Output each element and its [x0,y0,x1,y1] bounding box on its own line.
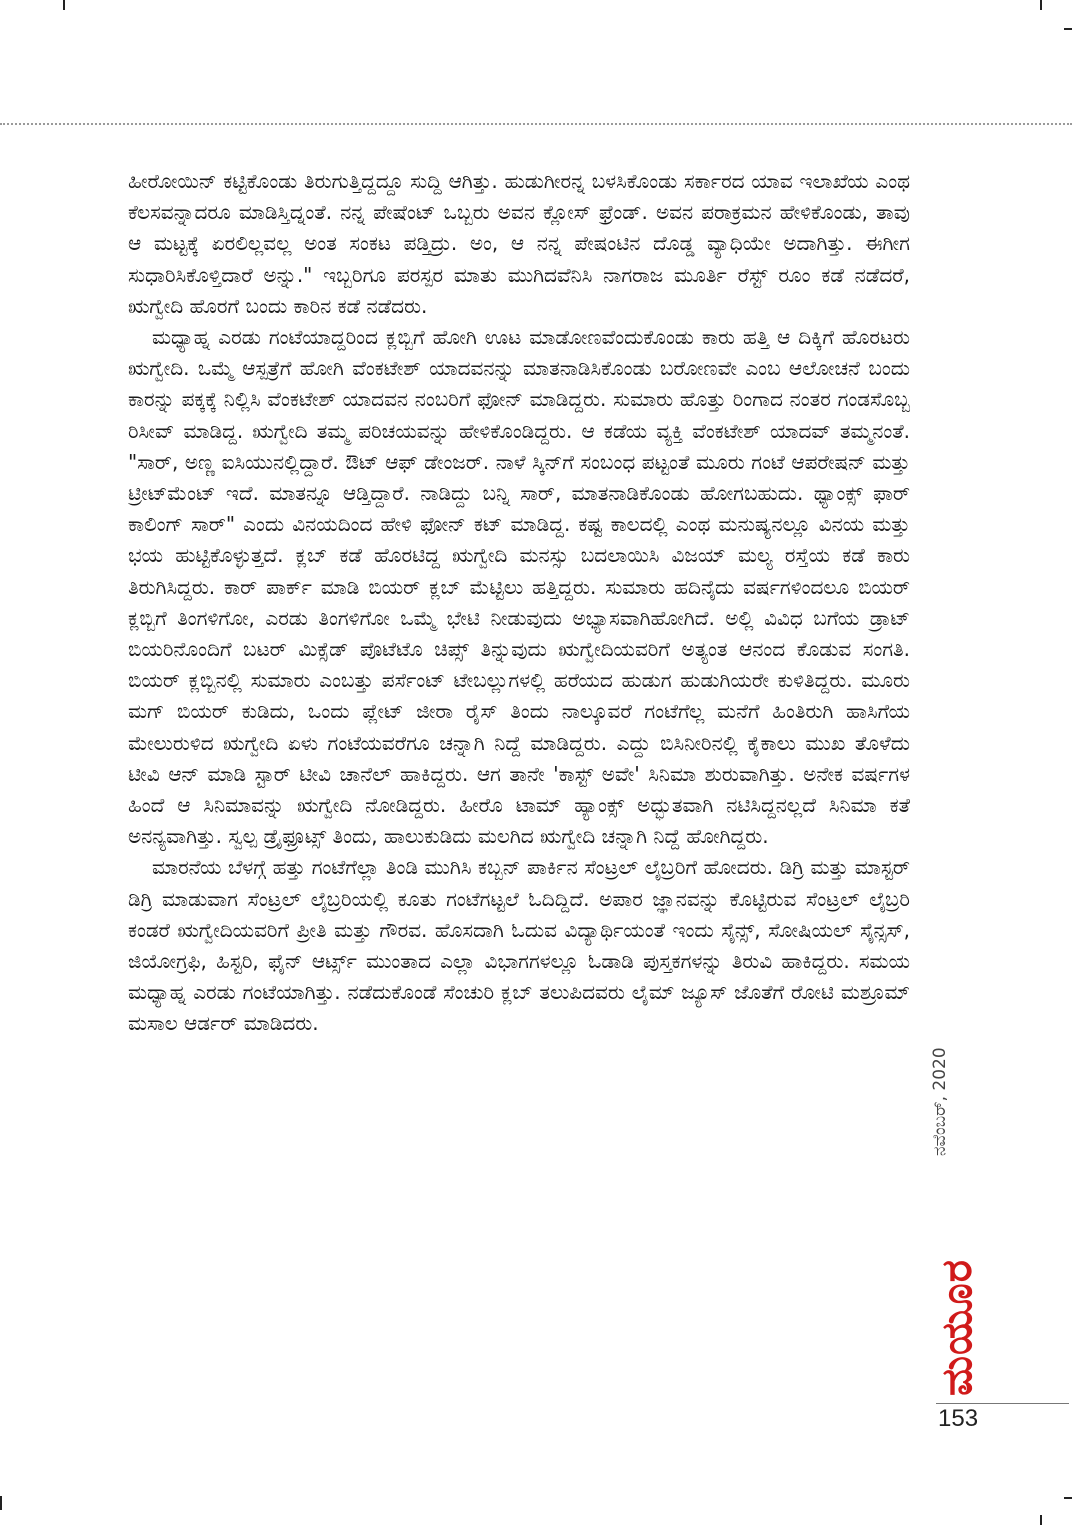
crop-mark-right-lower [1064,1497,1072,1499]
crop-mark-right-upper [1064,28,1072,30]
issue-date: ನವೆಂಬರ್, 2020 [930,1047,950,1156]
crop-mark-top-right [1040,0,1042,10]
magazine-logo: ಮಯೂರ [932,1259,981,1396]
page-number: 153 [938,1405,979,1432]
crop-mark-bottom-left [0,1496,2,1510]
paragraph-2: ಮಧ್ಯಾಹ್ನ ಎರಡು ಗಂಟೆಯಾದ್ದರಿಂದ ಕ್ಲಬ್ಬಿಗೆ ಹೋಗಿ ಊಟ ಮಾಡೋಣವೆಂದುಕೊಂಡು ಕಾರು ಹತ್ತಿ ಆ ದಿಕ್ಕಿಗೆ ಹೊರಟರು ಋಗ್ವೇದಿ. ಒಮ್ಮೆ ಆಸ್ಪತ್ರೆಗೆ ಹೋಗಿ ವೆಂಕಟೇಶ್ ಯಾದವನನ್ನು ಮಾತನಾಡಿಸಿಕೊಂಡು ಬರೋಣವೇ ಎಂಬ ಆಲೋಚನೆ ಬಂದು ಕಾರನ್ನು ಪಕ್ಕಕ್ಕೆ ನಿಲ್ಲಿಸಿ ವೆಂಕಟೇಶ್ ಯಾದವನ ನಂಬರಿಗೆ ಫೋನ್ ಮಾಡಿದ್ದರು. ಸುಮಾರು ಹೊತ್ತು ರಿಂಗಾದ ನಂತರ ಗಂಡಸೊಬ್ಬ ರಿಸೀವ್ ಮಾಡಿದ್ದ. ಋಗ್ವೇದಿ ತಮ್ಮ ಪರಿಚಯವನ್ನು ಹೇಳಿಕೊಂಡಿದ್ದರು. ಆ ಕಡೆಯ ವ್ಯಕ್ತಿ ವೆಂಕಟೇಶ್ ಯಾದವ್ ತಮ್ಮನಂತೆ. "ಸಾರ್, ಅಣ್ಣ ಐಸಿಯುನಲ್ಲಿದ್ದಾರೆ. ಔಟ್ ಆಫ್ ಡೇಂಜರ್. ನಾಳೆ ಸ್ಕಿನ್‌ಗೆ ಸಂಬಂಧ ಪಟ್ಟಂತೆ ಮೂರು ಗಂಟೆ ಆಪರೇಷನ್ ಮತ್ತು ಟ್ರೀಟ್‌ಮೆಂಟ್ ಇದೆ. ಮಾತನ್ನೂ ಆಡ್ತಿದ್ದಾರೆ. ನಾಡಿದ್ದು ಬನ್ನಿ ಸಾರ್, ಮಾತನಾಡಿಕೊಂಡು ಹೋಗಬಹುದು. ಥ್ಯಾಂಕ್ಸ್ ಫಾರ್ ಕಾಲಿಂಗ್ ಸಾರ್" ಎಂದು ವಿನಯದಿಂದ ಹೇಳಿ ಫೋನ್ ಕಟ್ ಮಾಡಿದ್ದ. ಕಷ್ಟ ಕಾಲದಲ್ಲಿ ಎಂಥ ಮನುಷ್ಯನಲ್ಲೂ ವಿನಯ ಮತ್ತು ಭಯ ಹುಟ್ಟಿಕೊಳ್ಳುತ್ತದೆ. ಕ್ಲಬ್ ಕಡೆ ಹೊರಟಿದ್ದ ಋಗ್ವೇದಿ ಮನಸ್ಸು ಬದಲಾಯಿಸಿ ವಿಜಯ್ ಮಲ್ಯ ರಸ್ತೆಯ ಕಡೆ ಕಾರು ತಿರುಗಿಸಿದ್ದರು. ಕಾರ್ ಪಾರ್ಕ್ ಮಾಡಿ ಬಿಯರ್ ಕ್ಲಬ್ ಮೆಟ್ಟಿಲು ಹತ್ತಿದ್ದರು. ಸುಮಾರು ಹದಿನೈದು ವರ್ಷಗಳಿಂದಲೂ ಬಿಯರ್ ಕ್ಲಬ್ಬಿಗೆ ತಿಂಗಳಿಗೋ, ಎರಡು ತಿಂಗಳಿಗೋ ಒಮ್ಮೆ ಭೇಟಿ ನೀಡುವುದು ಅಭ್ಯಾಸವಾಗಿಹೋಗಿದೆ. ಅಲ್ಲಿ ವಿವಿಧ ಬಗೆಯ ಡ್ರಾಟ್ ಬಿಯರಿನೊಂದಿಗೆ ಬಟರ್ ಮಿಕ್ಸೆಡ್ ಪೊಟೆಟೊ ಚಿಪ್ಸ್ ತಿನ್ನುವುದು ಋಗ್ವೇದಿಯವರಿಗೆ ಅತ್ಯಂತ ಆನಂದ ಕೊಡುವ ಸಂಗತಿ. ಬಿಯರ್ ಕ್ಲಬ್ಬಿನಲ್ಲಿ ಸುಮಾರು ಎಂಬತ್ತು ಪರ್ಸೆಂಟ್ ಟೇಬಲ್ಲುಗಳಲ್ಲಿ ಹರೆಯದ ಹುಡುಗ ಹುಡುಗಿಯರೇ ಕುಳಿತಿದ್ದರು. ಮೂರು ಮಗ್ ಬಿಯರ್ ಕುಡಿದು, ಒಂದು ಪ್ಲೇಟ್ ಜೀರಾ ರೈಸ್ ತಿಂದು ನಾಲ್ಕೂವರೆ ಗಂಟೆಗೆಲ್ಲ ಮನೆಗೆ ಹಿಂತಿರುಗಿ ಹಾಸಿಗೆಯ ಮೇಲುರುಳಿದ ಋಗ್ವೇದಿ ಏಳು ಗಂಟೆಯವರೆಗೂ ಚನ್ನಾಗಿ ನಿದ್ದೆ ಮಾಡಿದ್ದರು. ಎದ್ದು ಬಿಸಿನೀರಿನಲ್ಲಿ ಕೈಕಾಲು ಮುಖ ತೊಳೆದು ಟೀವಿ ಆನ್ ಮಾಡಿ ಸ್ಟಾರ್ ಟೀವಿ ಚಾನೆಲ್ ಹಾಕಿದ್ದರು. ಆಗ ತಾನೇ 'ಕಾಸ್ಟ್ ಅವೇ' ಸಿನಿಮಾ ಶುರುವಾಗಿತ್ತು. ಅನೇಕ ವರ್ಷಗಳ ಹಿಂದೆ ಆ ಸಿನಿಮಾವನ್ನು ಋಗ್ವೇದಿ ನೋಡಿದ್ದರು. ಹೀರೊ ಟಾಮ್ ಹ್ಯಾಂಕ್ಸ್ ಅದ್ಭುತವಾಗಿ ನಟಿಸಿದ್ದನಲ್ಲದೆ ಸಿನಿಮಾ ಕತೆ ಅನನ್ಯವಾಗಿತ್ತು. ಸ್ವಲ್ಪ ಡ್ರೈಫ್ರೂಟ್ಸ್ ತಿಂದು, ಹಾಲುಕುಡಿದು ಮಲಗಿದ ಋಗ್ವೇದಿ ಚನ್ನಾಗಿ ನಿದ್ದೆ ಹೋಗಿದ್ದರು. [128,325,910,849]
paragraph-1: ಹೀರೋಯಿನ್ ಕಟ್ಟಿಕೊಂಡು ತಿರುಗುತ್ತಿದ್ದದ್ದೂ ಸುದ್ದಿ ಆಗಿತ್ತು. ಹುಡುಗೀರನ್ನ ಬಳಸಿಕೊಂಡು ಸರ್ಕಾರದ ಯಾವ ಇಲಾಖೆಯ ಎಂಥ ಕೆಲಸವನ್ನಾದರೂ ಮಾಡಿಸ್ತಿದ್ನಂತೆ. ನನ್ನ ಪೇಷೆಂಟ್ ಒಬ್ಬರು ಅವನ ಕ್ಲೋಸ್ ಫ್ರೆಂಡ್. ಅವನ ಪರಾಕ್ರಮನ ಹೇಳಿಕೊಂಡು, ತಾವು ಆ ಮಟ್ಟಕ್ಕೆ ಏರಲಿಲ್ಲವಲ್ಲ ಅಂತ ಸಂಕಟ ಪಡ್ತಿದ್ರು. ಅಂ, ಆ ನನ್ನ ಪೇಷಂಟಿನ ದೊಡ್ಡ ವ್ಯಾಧಿಯೇ ಅದಾಗಿತ್ತು. ಈಗೀಗ ಸುಧಾರಿಸಿಕೊಳ್ತಿದಾರೆ ಅನ್ನು." ಇಬ್ಬರಿಗೂ ಪರಸ್ಪರ ಮಾತು ಮುಗಿದವೆನಿಸಿ ನಾಗರಾಜ ಮೂರ್ತಿ ರೆಸ್ಟ್ ರೂಂ ಕಡೆ ನಡೆದರೆ, ಋಗ್ವೇದಿ ಹೊರಗೆ ಬಂದು ಕಾರಿನ ಕಡೆ ನಡೆದರು. [128,169,910,318]
crop-mark-bottom-right [1040,1515,1042,1525]
header-dotted-rule [0,123,1072,125]
paragraph-3: ಮಾರನೆಯ ಬೆಳಗ್ಗೆ ಹತ್ತು ಗಂಟೆಗೆಲ್ಲಾ ತಿಂಡಿ ಮುಗಿಸಿ ಕಬ್ಬನ್ ಪಾರ್ಕಿನ ಸೆಂಟ್ರಲ್ ಲೈಬ್ರರಿಗೆ ಹೋದರು. ಡಿಗ್ರಿ ಮತ್ತು ಮಾಸ್ಟರ್ ಡಿಗ್ರಿ ಮಾಡುವಾಗ ಸೆಂಟ್ರಲ್ ಲೈಬ್ರರಿಯಲ್ಲಿ ಕೂತು ಗಂಟೆಗಟ್ಟಲೆ ಓದಿದ್ದಿದೆ. ಅಪಾರ ಜ್ಞಾನವನ್ನು ಕೊಟ್ಟಿರುವ ಸೆಂಟ್ರಲ್ ಲೈಬ್ರರಿ ಕಂಡರೆ ಋಗ್ವೇದಿಯವರಿಗೆ ಪ್ರೀತಿ ಮತ್ತು ಗೌರವ. ಹೊಸದಾಗಿ ಓದುವ ವಿದ್ಯಾರ್ಥಿಯಂತೆ ಇಂದು ಸೈನ್ಸ್, ಸೋಷಿಯಲ್ ಸೈನ್ಸಸ್, ಜಿಯೋಗ್ರಫಿ, ಹಿಸ್ಟರಿ, ಫೈನ್ ಆರ್ಟ್ಸ್ ಮುಂತಾದ ಎಲ್ಲಾ ವಿಭಾಗಗಳಲ್ಲೂ ಓಡಾಡಿ ಪುಸ್ತಕಗಳನ್ನು ತಿರುವಿ ಹಾಕಿದ್ದರು. ಸಮಯ ಮಧ್ಯಾಹ್ನ ಎರಡು ಗಂಟೆಯಾಗಿತ್ತು. ನಡೆದುಕೊಂಡೆ ಸೆಂಚುರಿ ಕ್ಲಬ್ ತಲುಪಿದವರು ಲೈಮ್ ಜ್ಯೂಸ್ ಜೊತೆಗೆ ರೋಟಿ ಮಶ್ರೂಮ್ ಮಸಾಲ ಆರ್ಡರ್ ಮಾಡಿದರು. [128,855,910,1036]
crop-mark-top-left [63,0,65,10]
article-body [128,166,910,1040]
footer-rule [936,1403,1069,1404]
